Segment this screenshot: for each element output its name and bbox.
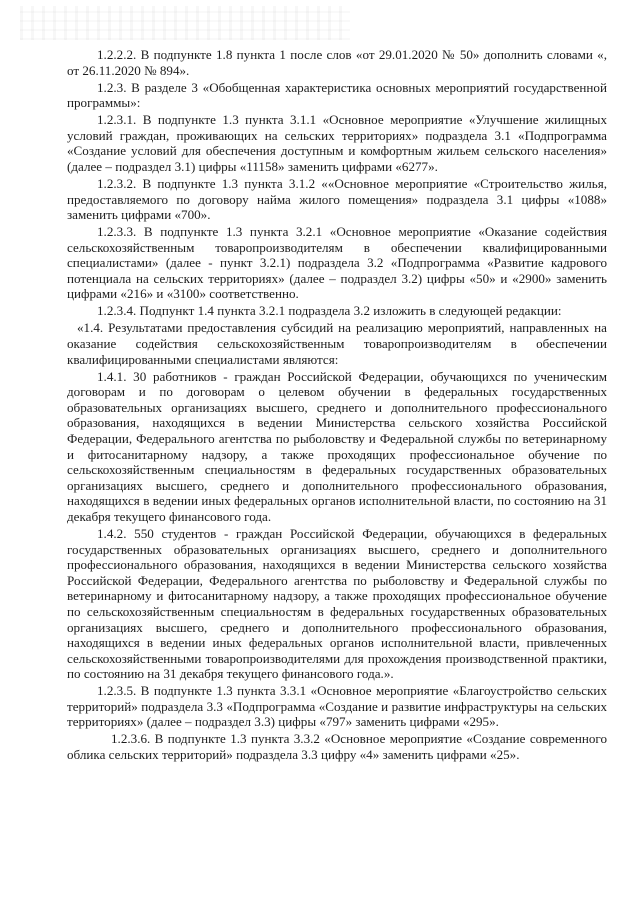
paragraph-1-2-3-5: 1.2.3.5. В подпункте 1.3 пункта 3.3.1 «Основное мероприятие «Благоустройство сельских территорий» подраздела 3.3 «Подпрограмма «Создание и развитие инфраструктуры на сельских территориях» (далее – подраздел 3.3) цифры «797» заменить цифрами «295». <box>67 683 607 730</box>
paragraph-1-2-2-2: 1.2.2.2. В подпункте 1.8 пункта 1 после слов «от 29.01.2020 № 50» дополнить словами «, от 26.11.2020 № 894». <box>67 47 607 78</box>
paragraph-1-4-2: 1.4.2. 550 студентов - граждан Российской Федерации, обучающихся в федеральных государственных образовательных организациях высшего, среднего и дополнительного профессионального образования, находящихся в ведении Министерства сельского хозяйства Российской Федерации, Федерального агентства по рыболовству и Федеральной службы по ветеринарному и фитосанитарному надзору, а также проходящих профессиональное обучение по сельскохозяйственным специальностям в федеральных государственных образовательных организациях высшего, среднего и дополнительного профессионального образования, находящихся в ведении иных федеральных органов исполнительной власти, привлеченных сельскохозяйственными товаропроизводителями для прохождения производственной практики, по состоянию на 31 декабря текущего финансового года.». <box>67 525 607 682</box>
scan-artifact <box>20 6 350 40</box>
paragraph-1-4-1: 1.4.1. 30 работников - граждан Российской Федерации, обучающихся по ученическим договорам и по договорам о целевом обучении в федеральных государственных образовательных организациях высшего, среднего и дополнительного профессионального образования, находящихся в ведении Министерства сельского хозяйства Российской Федерации, Федерального агентства по рыболовству и Федеральной службы по ветеринарному и фитосанитарному надзору, а также проходящих профессиональное обучение по сельскохозяйственным специальностям в федеральных государственных образовательных организациях высшего, среднего и дополнительного профессионального образования, находящихся в ведении иных федеральных органов исполнительной власти, по состоянию на 31 декабря текущего финансового года. <box>67 368 607 524</box>
document-page <box>67 47 607 764</box>
paragraph-1-2-3-2: 1.2.3.2. В подпункте 1.3 пункта 3.1.2 ««Основное мероприятие «Строительство жилья, предоставляемого по договору найма жилого помещения» подраздела 3.1 цифры «1088» заменить цифрами «700». <box>67 175 607 223</box>
paragraph-1-2-3-1: 1.2.3.1. В подпункте 1.3 пункта 3.1.1 «Основное мероприятие «Улучшение жилищных условий граждан, проживающих на сельских территориях» подраздела 3.1 «Подпрограмма «Создание условий для обеспечения доступным и комфортным жильем сельского населения» (далее – подраздел 3.1) цифры «11158» заменить цифрами «6277». <box>67 112 607 174</box>
paragraph-1-4: «1.4. Результатами предоставления субсидий на реализацию мероприятий, направленных на оказание содействия сельскохозяйственным товаропроизводителям в обеспечении квалифицированными специалистами являются: <box>67 320 607 367</box>
paragraph-1-2-3-4: 1.2.3.4. Подпункт 1.4 пункта 3.2.1 подраздела 3.2 изложить в следующей редакции: <box>97 303 562 319</box>
paragraph-1-2-3-6: 1.2.3.6. В подпункте 1.3 пункта 3.3.2 «Основное мероприятие «Создание современного облика сельских территорий» подраздела 3.3 цифру «4» заменить цифрами «25». <box>67 731 607 763</box>
paragraph-1-2-3: 1.2.3. В разделе 3 «Обобщенная характеристика основных мероприятий государственной программы»: <box>67 79 607 111</box>
paragraph-1-2-3-3: 1.2.3.3. В подпункте 1.3 пункта 3.2.1 «Основное мероприятие «Оказание содействия сельскохозяйственным товаропроизводителям в обеспечении квалифицированными специалистами» (далее - пункт 3.2.1) подраздела 3.2 «Подпрограмма «Развитие кадрового потенциала на сельских территориях» (далее – подраздел 3.2) цифры «50» и «2900» заменить цифрами «216» и «3100» соответственно. <box>67 224 607 302</box>
